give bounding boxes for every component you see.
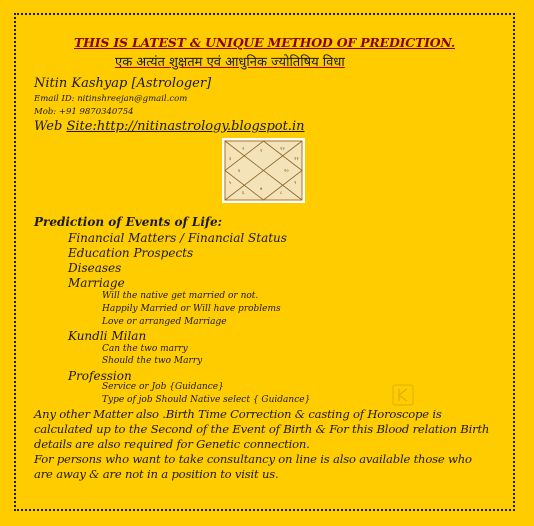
footer-line: calculated up to the Second of the Event of Birth & For this Blood relation Birth (34, 422, 490, 436)
item-financial: Financial Matters / Financial Status (68, 231, 287, 245)
marriage-sub-item: Will the native get married or not. (102, 291, 259, 301)
svg-text:१२: १२ (280, 147, 285, 152)
svg-text:७: ७ (260, 187, 263, 192)
predictions-heading: Prediction of Events of Life: (34, 215, 223, 229)
profession-sub-item: Service or Job {Guidance} (102, 382, 224, 392)
svg-text:५: ५ (229, 181, 232, 186)
website-line (34, 119, 304, 134)
horoscope-chart-icon (222, 138, 305, 203)
footer-line: are away & are not in a position to visit us. (34, 467, 279, 481)
svg-text:६: ६ (242, 191, 245, 196)
item-education: Education Prospects (68, 246, 194, 260)
svg-text:१: १ (260, 149, 263, 154)
footer-line: Any other Matter also .Birth Time Correction & casting of Horoscope is (34, 407, 442, 421)
website-link[interactable]: Site:http://nitinastrology.blogspot.in (66, 119, 305, 134)
svg-text:१०: १० (284, 169, 289, 174)
item-marriage: Marriage (68, 276, 125, 290)
svg-text:९: ९ (294, 181, 297, 186)
marriage-sub-item: Happily Married or Will have problems (102, 304, 281, 314)
email-text: Email ID: nitinshreejan@gmail.com (34, 94, 188, 104)
kundli-sub-item: Should the two Marry (102, 356, 203, 366)
kundli-sub-item: Can the two marry (102, 344, 188, 354)
svg-text:२: २ (242, 147, 245, 152)
hindi-subtitle: एक अत्यंत शुक्षतम एवं आधुनिक ज्योतिषिय विधा (115, 55, 345, 70)
svg-text:४: ४ (238, 169, 241, 174)
marriage-sub-item: Love or arranged Marriage (102, 317, 227, 327)
web-label: Web (34, 119, 63, 134)
astrologer-name: Nitin Kashyap [Astrologer] (34, 76, 212, 91)
svg-text:११: ११ (294, 157, 299, 162)
item-diseases: Diseases (68, 261, 122, 275)
svg-text:३: ३ (229, 157, 232, 162)
headline: THIS IS LATEST & UNIQUE METHOD OF PREDICTION. (74, 35, 455, 50)
mobile-text: Mob: +91 9870340754 (34, 107, 134, 117)
profession-sub-item: Type of job Should Native select { Guidance} (102, 395, 311, 405)
footer-line: For persons who want to take consultancy on line is also available those who (34, 452, 472, 466)
footer-line: details are also required for Genetic connection. (34, 437, 310, 451)
svg-text:८: ८ (280, 191, 283, 196)
item-kundli-milan: Kundli Milan (68, 329, 147, 343)
watermark-icon (392, 384, 414, 406)
item-profession: Profession (68, 369, 132, 383)
